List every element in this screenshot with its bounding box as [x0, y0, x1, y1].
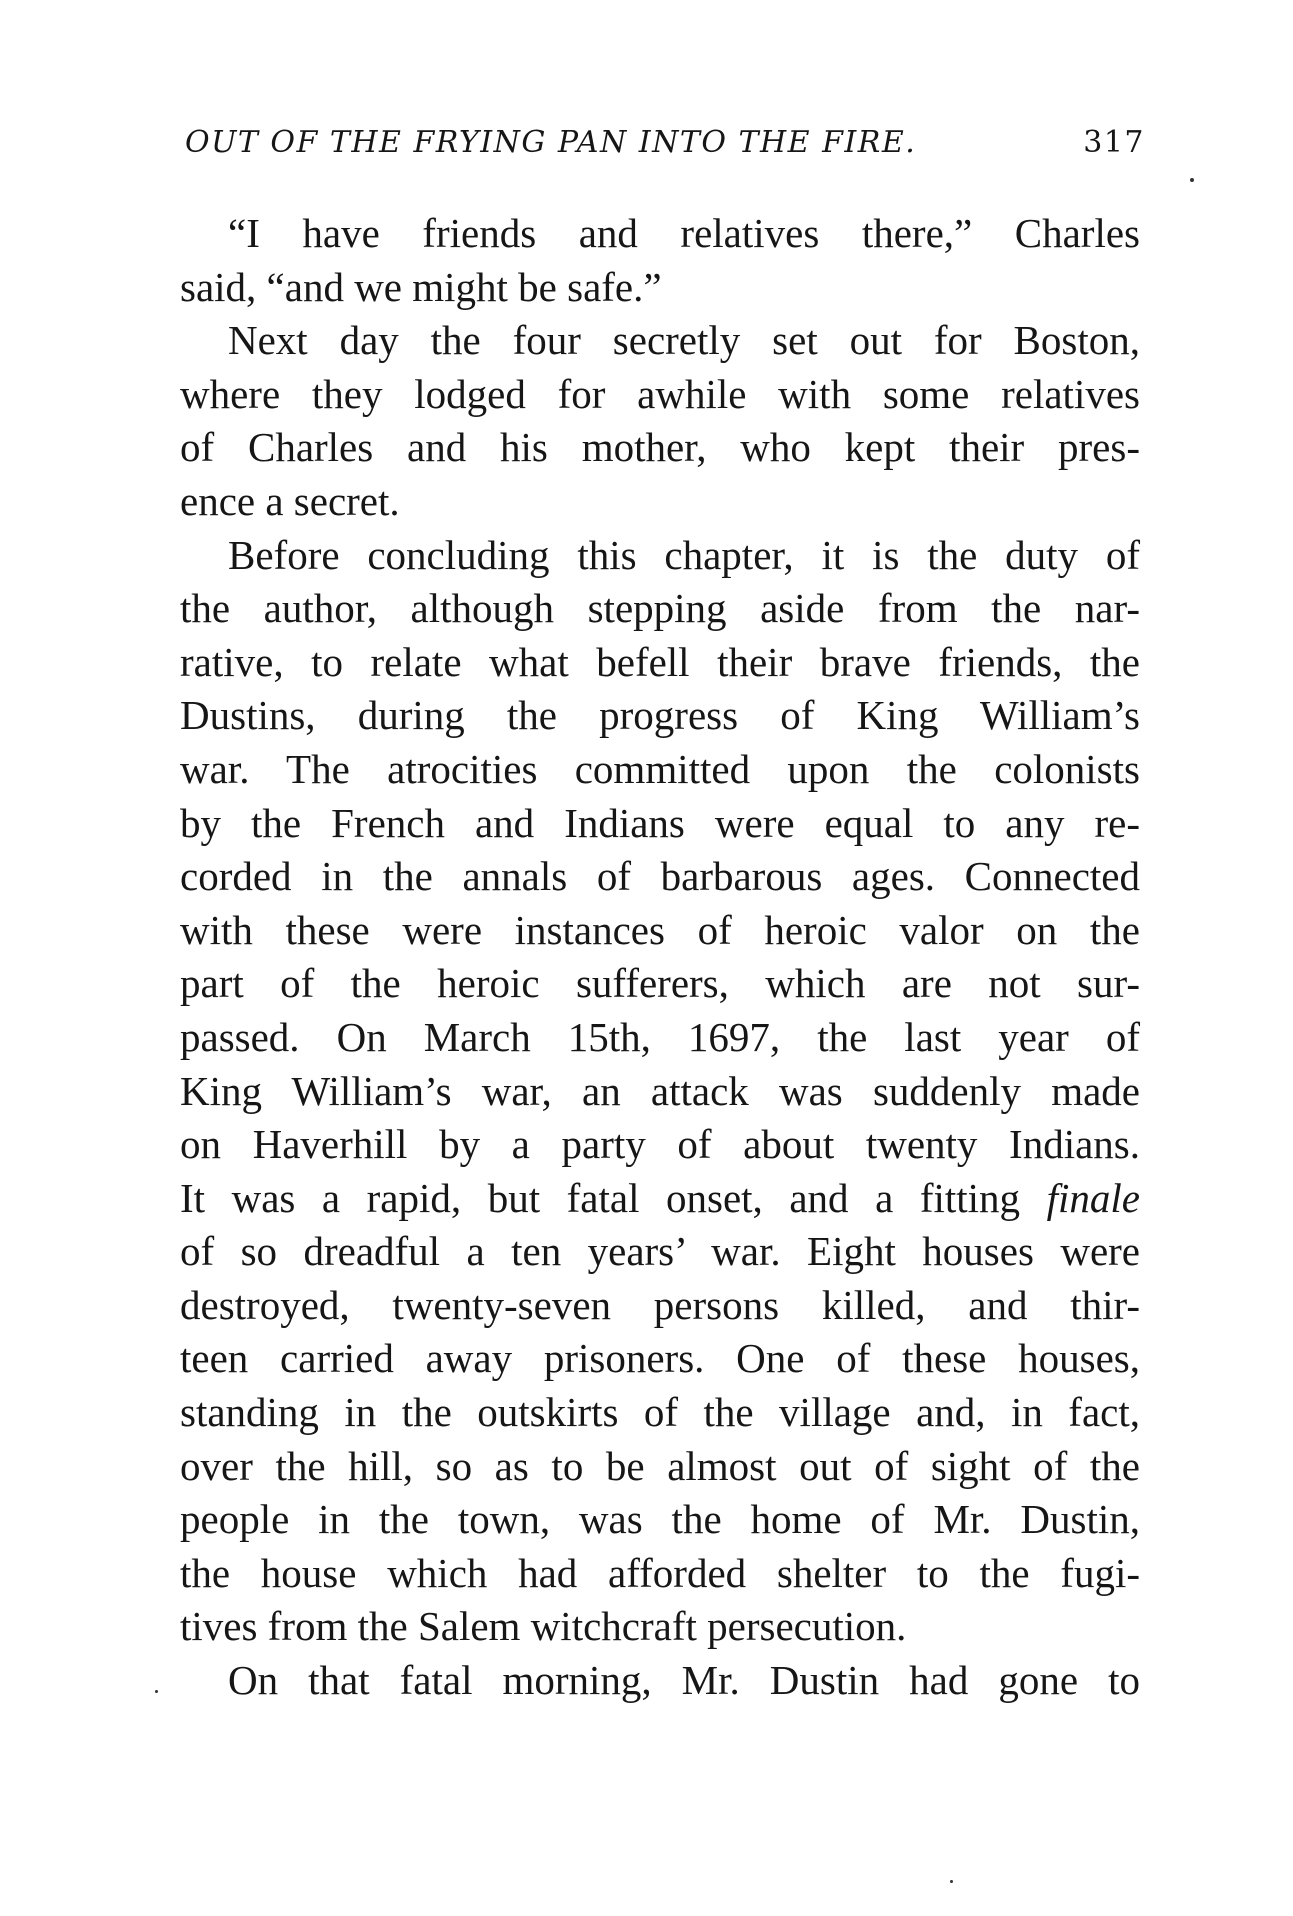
- running-header: [185, 125, 1145, 175]
- text-line: King William’s war, an attack was suddenly made: [180, 1067, 1140, 1114]
- text-line: by the French and Indians were equal to any re-: [180, 799, 1140, 846]
- text-line: tives from the Salem witchcraft persecution.: [180, 1603, 907, 1650]
- text-line: standing in the outskirts of the village and, in fact,: [180, 1389, 1140, 1436]
- text-line: where they lodged for awhile with some relatives: [180, 370, 1140, 417]
- print-speck: [155, 1690, 158, 1693]
- print-speck: [1190, 178, 1194, 182]
- text-line: over the hill, so as to be almost out of sight of the: [180, 1442, 1140, 1489]
- chapter-title: OUT OF THE FRYING PAN INTO THE FIRE.: [185, 125, 917, 160]
- text-line: Next day the four secretly set out for Boston,: [228, 317, 1140, 364]
- body-text: [180, 207, 1140, 1708]
- line-text: It was a rapid, but fatal onset, and a fitting: [180, 1174, 1021, 1221]
- text-line: corded in the annals of barbarous ages. Connected: [180, 853, 1140, 900]
- text-line: teen carried away prisoners. One of these houses,: [180, 1335, 1140, 1382]
- text-line: said, “and we might be safe.”: [180, 263, 662, 310]
- text-line: the house which had afforded shelter to the fugi-: [180, 1549, 1140, 1596]
- text-line: ence a secret.: [180, 477, 400, 524]
- paragraph: [180, 529, 1140, 1654]
- print-speck: [950, 1880, 953, 1883]
- text-line: of so dreadful a ten years’ war. Eight houses were: [180, 1228, 1140, 1275]
- text-line: passed. On March 15th, 1697, the last year of: [180, 1013, 1140, 1060]
- text-line: rative, to relate what befell their brave friends, the: [180, 638, 1140, 685]
- paragraph: [180, 314, 1140, 528]
- text-line: On that fatal morning, Mr. Dustin had gone to: [228, 1657, 1140, 1704]
- text-line: Dustins, during the progress of King William’s: [180, 692, 1140, 739]
- text-line: people in the town, was the home of Mr. Dustin,: [180, 1496, 1140, 1543]
- text-line: with these were instances of heroic valor on the: [180, 906, 1140, 953]
- page-number: 317: [1083, 125, 1145, 160]
- text-line: “I have friends and relatives there,” Charles: [228, 210, 1140, 256]
- text-line: of Charles and his mother, who kept their pres-: [180, 424, 1140, 471]
- text-line: part of the heroic sufferers, which are not sur-: [180, 960, 1140, 1007]
- paragraph: [180, 1654, 1140, 1708]
- text-line: on Haverhill by a party of about twenty Indians.: [180, 1121, 1140, 1168]
- text-line: the author, although stepping aside from the nar-: [180, 585, 1140, 632]
- text-line: destroyed, twenty-seven persons killed, and thir-: [180, 1281, 1140, 1328]
- paragraph: [180, 207, 1140, 314]
- italic-word: finale: [1046, 1174, 1140, 1221]
- text-line: war. The atrocities committed upon the colonists: [180, 745, 1140, 792]
- text-line-with-italic: [180, 1172, 1140, 1226]
- text-line: Before concluding this chapter, it is the duty of: [228, 531, 1140, 578]
